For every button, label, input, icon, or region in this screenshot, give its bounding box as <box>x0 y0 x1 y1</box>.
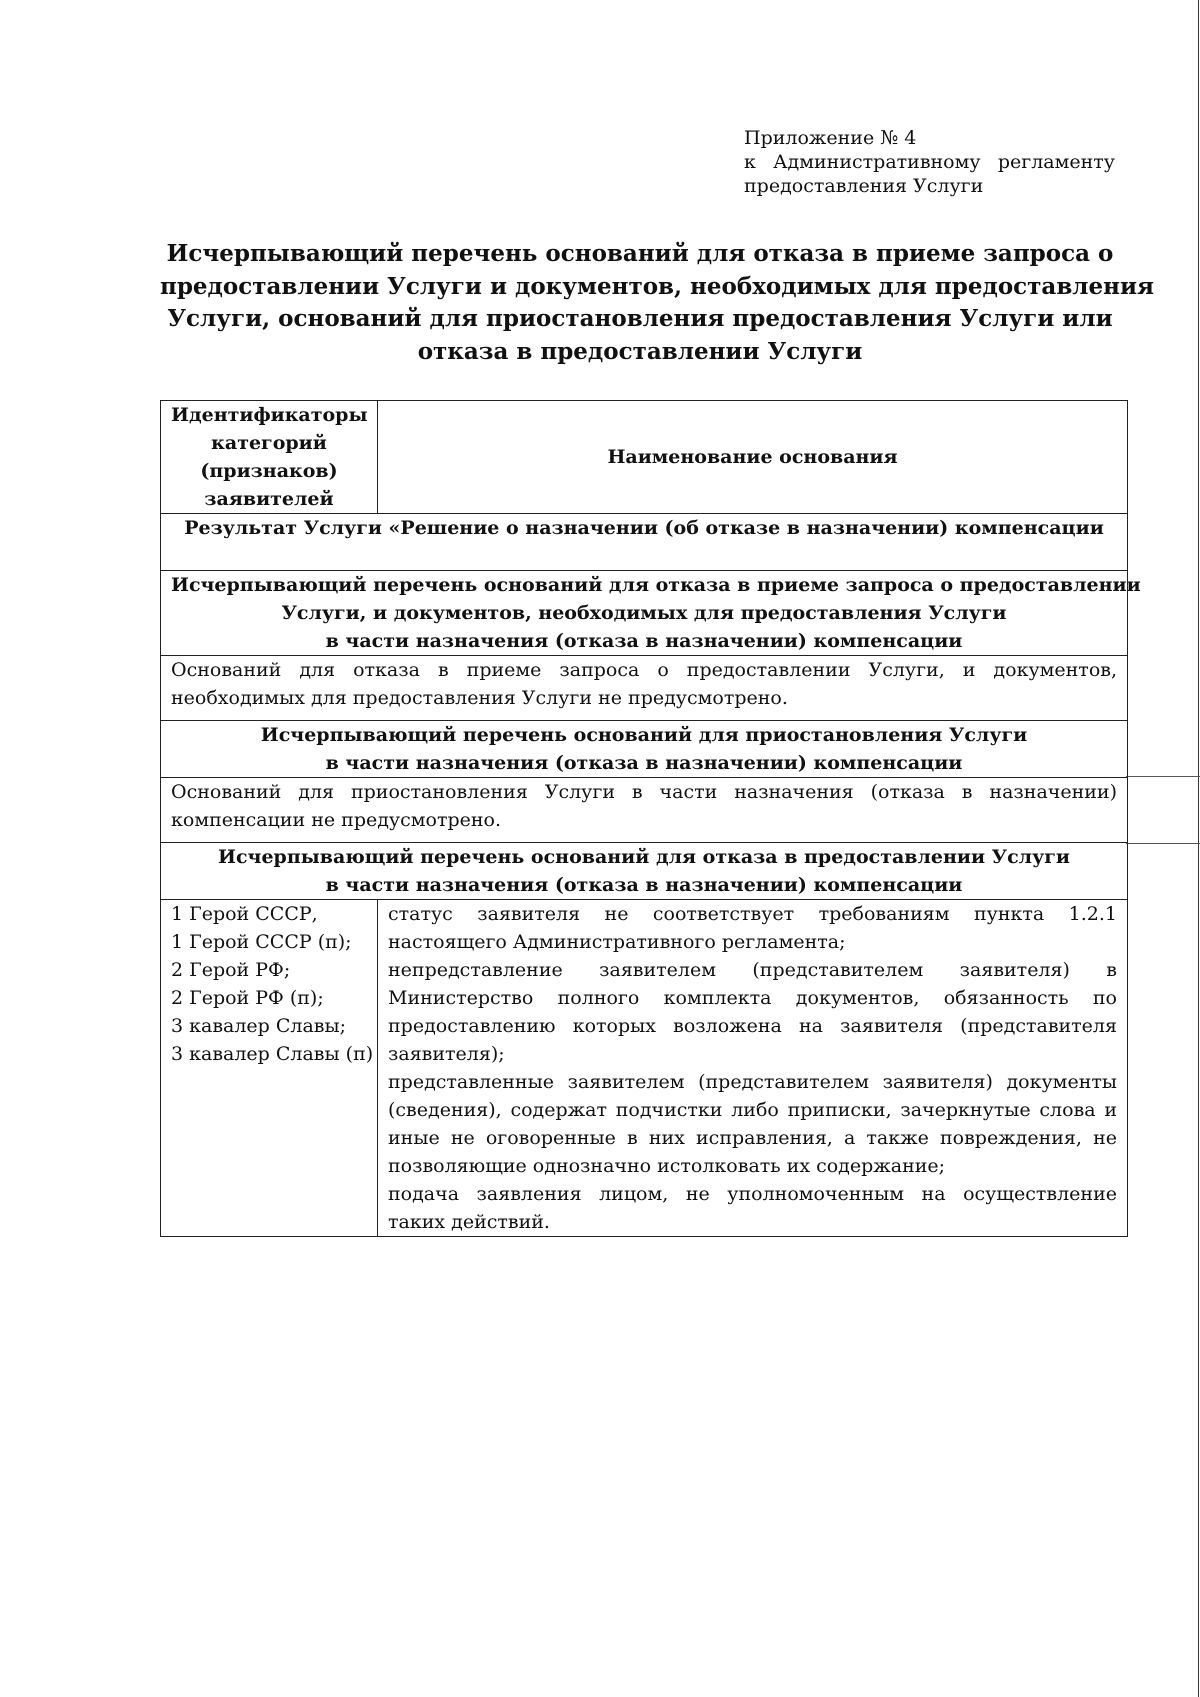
section-heading-line: Исчерпывающий перечень оснований для отказа в предоставлении Услуги <box>218 846 1070 868</box>
section-heading-row <box>161 571 1128 656</box>
result-heading-cell <box>161 514 1128 571</box>
section1-heading-cell <box>161 571 1141 656</box>
section-heading-line: Исчерпывающий перечень оснований для отказа в приеме запроса о предоставлении <box>171 574 1141 596</box>
header-identifiers-line: (признаков) <box>200 460 338 482</box>
page-edge-line <box>1198 0 1199 1697</box>
margin-rule-upper <box>1126 776 1200 777</box>
appendix-subject: предоставления Услуги <box>744 175 984 197</box>
reason-line: Министерство полного комплекта документов, обязанность по <box>388 987 1117 1009</box>
appendix-note <box>744 126 1115 198</box>
section-heading-row <box>161 843 1128 900</box>
applicant-identifier: 1 Герой СССР (п); <box>171 931 352 953</box>
section-heading-line: в части назначения (отказа в назначении) компенсации <box>325 874 963 896</box>
reason-line: заявителя); <box>388 1043 505 1065</box>
section-text-line: Оснований для приостановления Услуги в части назначения (отказа в назначении) <box>171 781 1117 803</box>
applicant-identifier: 3 кавалер Славы; <box>171 1015 347 1037</box>
reason-line: позволяющие однозначно истолковать их содержание; <box>388 1155 946 1177</box>
reason-line: подача заявления лицом, не уполномоченным на осуществление <box>388 1183 1117 1205</box>
header-identifiers-cell <box>161 401 378 514</box>
section-text-row <box>161 656 1128 721</box>
title-line: отказа в предоставлении Услуги <box>417 337 863 365</box>
title-line: Услуги, оснований для приостановления предоставления Услуги или <box>167 305 1113 332</box>
section2-text-cell <box>161 778 1128 843</box>
reason-line: таких действий. <box>388 1211 550 1233</box>
result-heading: Результат Услуги «Решение о назначении (об отказе в назначении) компенсации <box>184 517 1104 539</box>
section-heading-line: Услуги, и документов, необходимых для предоставления Услуги <box>281 602 1007 624</box>
reason-line: (сведения), содержат подчистки либо приписки, зачеркнутые слова и <box>388 1099 1117 1121</box>
header-name-cell: Наименование основания <box>378 401 1128 514</box>
document-title <box>160 238 1155 368</box>
grounds-row <box>161 900 1128 1237</box>
reason-line: статус заявителя не соответствует требованиям пункта 1.2.1 <box>388 903 1117 925</box>
section2-heading-cell <box>161 721 1128 778</box>
section-text-line: Оснований для отказа в приеме запроса о предоставлении Услуги, и документов, <box>171 659 1117 681</box>
reason-line: непредставление заявителем (представителем заявителя) в <box>388 959 1117 981</box>
header-identifiers-line: категорий <box>211 432 327 454</box>
reason-line: иные не оговоренные в них исправления, а также повреждения, не <box>388 1127 1117 1149</box>
section1-text-cell <box>161 656 1128 721</box>
header-identifiers-line: заявителей <box>204 488 334 510</box>
applicant-identifier: 2 Герой РФ; <box>171 959 291 981</box>
applicant-identifier: 2 Герой РФ (п); <box>171 987 324 1009</box>
refusal-reasons-cell <box>378 900 1128 1237</box>
section-heading-line: Исчерпывающий перечень оснований для приостановления Услуги <box>260 724 1028 746</box>
result-row <box>161 514 1128 571</box>
section-heading-line: в части назначения (отказа в назначении) компенсации <box>325 630 963 652</box>
section-text-row <box>161 778 1128 843</box>
applicant-identifier: 1 Герой СССР, <box>171 903 318 925</box>
reason-line: предоставлению которых возложена на заявителя (представителя <box>388 1015 1117 1037</box>
reason-line: представленные заявителем (представителем заявителя) документы <box>388 1071 1117 1093</box>
section-heading-row <box>161 721 1128 778</box>
section-text-line: компенсации не предусмотрено. <box>171 809 502 831</box>
header-identifiers-line: Идентификаторы <box>171 404 368 426</box>
table-header-row <box>161 401 1128 514</box>
section3-heading-cell <box>161 843 1128 900</box>
section-heading-line: в части назначения (отказа в назначении) компенсации <box>325 752 963 774</box>
appendix-number: Приложение № 4 <box>744 127 917 149</box>
appendix-reference: к Административному регламенту <box>744 151 1115 173</box>
section-text-line: необходимых для предоставления Услуги не предусмотрено. <box>171 687 788 709</box>
title-line: Исчерпывающий перечень оснований для отказа в приеме запроса о <box>166 240 1114 267</box>
grounds-table <box>160 400 1141 1237</box>
reason-line: настоящего Административного регламента; <box>388 931 846 953</box>
applicant-identifiers-cell <box>161 900 378 1237</box>
margin-rule-lower <box>1126 843 1200 844</box>
applicant-identifier: 3 кавалер Славы (п) <box>171 1043 374 1065</box>
title-line: предоставлении Услуги и документов, необходимых для предоставления <box>160 272 1155 300</box>
